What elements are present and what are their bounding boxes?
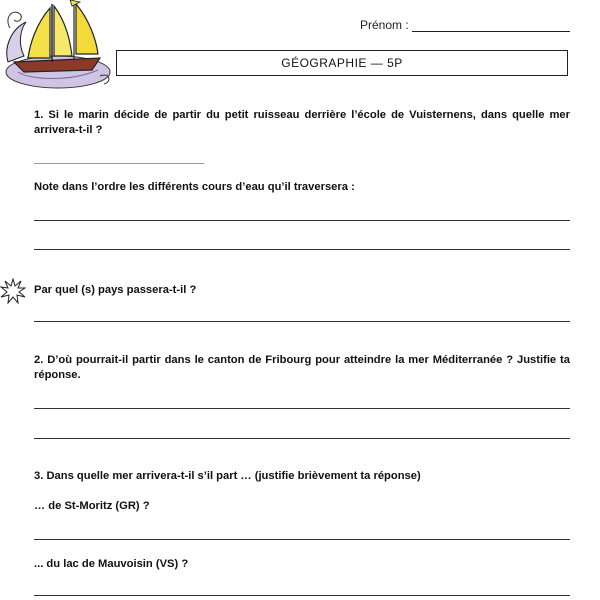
answer-line-1c[interactable] — [34, 321, 570, 322]
answer-line-1b-1[interactable] — [34, 220, 570, 221]
answer-line-1[interactable] — [34, 163, 204, 164]
question-1: 1. Si le marin décide de partir du petit ruisseau derrière l’école de Vuisternens, dans quelle mer arrivera-t-il ? — [34, 109, 570, 136]
answer-line-2-1[interactable] — [34, 408, 570, 409]
answer-line-1b-2[interactable] — [34, 249, 570, 250]
name-label: Prénom : — [360, 18, 409, 32]
question-3: 3. Dans quelle mer arrivera-t-il s’il part … (justifie brièvement ta réponse) — [34, 470, 421, 482]
name-field[interactable] — [412, 31, 570, 32]
page-title-box — [116, 50, 568, 76]
question-2: 2. D’où pourrait-il partir dans le canton de Fribourg pour atteindre la mer Méditerranée ? Justifie ta réponse. — [34, 354, 570, 381]
starburst-icon — [0, 278, 26, 304]
answer-line-3a[interactable] — [34, 539, 570, 540]
question-1c: Par quel (s) pays passera-t-il ? — [34, 284, 197, 296]
sailboat-icon — [0, 0, 116, 92]
question-3a: … de St-Moritz (GR) ? — [34, 500, 150, 512]
page-title: GÉOGRAPHIE — 5P — [281, 56, 403, 70]
question-3b: ... du lac de Mauvoisin (VS) ? — [34, 558, 189, 570]
answer-line-3b[interactable] — [34, 595, 570, 596]
question-1b: Note dans l’ordre les différents cours d’eau qu’il traversera : — [34, 181, 355, 193]
answer-line-2-2[interactable] — [34, 438, 570, 439]
